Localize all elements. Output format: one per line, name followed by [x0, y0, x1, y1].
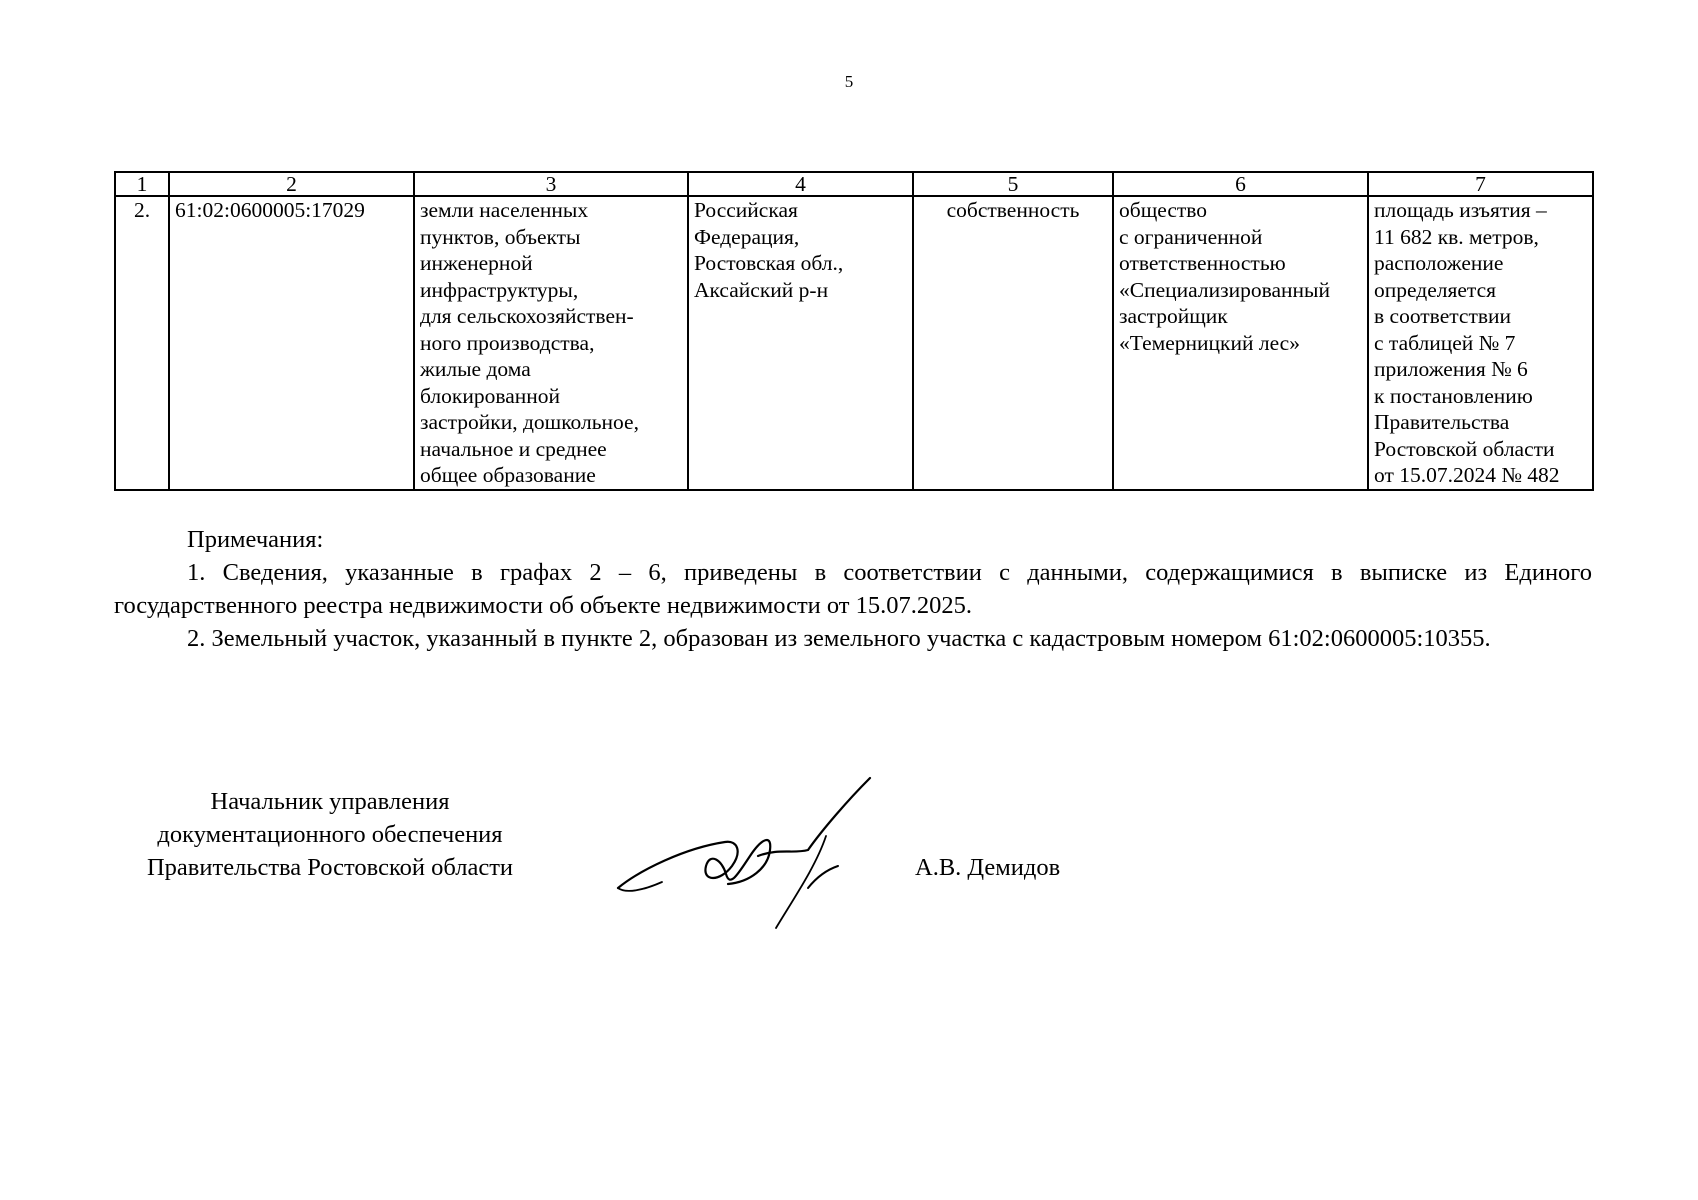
land-use-line: пунктов, объекты — [420, 224, 581, 249]
location-line: Российская — [694, 198, 798, 222]
land-use-line: блокированной — [420, 383, 561, 408]
column-number: 2 — [169, 172, 414, 196]
row-index: 2. — [115, 196, 169, 490]
position-line: Начальник управления — [210, 788, 450, 815]
handwritten-signature — [610, 770, 910, 930]
cadastral-number: 61:02:0600005:17029 — [169, 196, 414, 490]
location-line: Ростовская обл., — [694, 251, 844, 275]
note-item: 2. Земельный участок, указанный в пункте 2, образован из земельного участка с кадастровым номером 61:02:0600005:10355. — [187, 625, 1491, 652]
land-use-line: земли населенных — [420, 198, 589, 222]
column-number: 1 — [115, 172, 169, 196]
note-line: к постановлению — [1374, 383, 1533, 408]
page-number: 5 — [844, 72, 854, 91]
owner-line: застройщик — [1119, 304, 1228, 328]
column-number: 4 — [688, 172, 913, 196]
owner-line: общество — [1119, 198, 1208, 222]
note-line: Правительства — [1374, 410, 1510, 434]
right-type: собственность — [913, 196, 1113, 490]
owner-line: «Темерницкий лес» — [1119, 330, 1300, 355]
note-line: от 15.07.2024 № 482 — [1374, 463, 1560, 487]
note-line: с таблицей № 7 — [1374, 330, 1516, 355]
land-use-line: для сельскохозяйствен- — [420, 304, 634, 328]
position-line: Правительства Ростовской области — [146, 854, 514, 881]
land-use-line: общее образование — [420, 463, 596, 487]
owner-cell — [1113, 196, 1368, 490]
signatory-position — [110, 785, 550, 884]
note-line: приложения № 6 — [1374, 357, 1528, 381]
note-line: в соответствии — [1374, 304, 1512, 328]
note-line: определяется — [1374, 277, 1496, 302]
owner-line: ответственностью — [1119, 251, 1286, 275]
note-item: 1. Сведения, указанные в графах 2 – 6, приведены в соответствии с данными, содержащимися в выписке из Единого государственного реестра недвижимости об объекте недвижимости от 15.07.2025. — [114, 559, 1592, 619]
note-line: Ростовской области — [1374, 436, 1555, 461]
table-row — [115, 196, 1593, 490]
land-plot-table — [114, 171, 1594, 491]
column-number: 6 — [1113, 172, 1368, 196]
land-use-line: жилые дома — [420, 357, 531, 381]
notes-heading: Примечания: — [187, 526, 324, 553]
note-line: 11 682 кв. метров, — [1374, 224, 1539, 249]
land-use-line: ного производства, — [420, 330, 595, 355]
column-number-row — [115, 172, 1593, 196]
notes-section — [114, 523, 1592, 655]
land-use-line: начальное и среднее — [420, 436, 607, 461]
note-line: площадь изъятия – — [1374, 198, 1547, 222]
note-line: расположение — [1374, 251, 1504, 275]
land-use-cell — [414, 196, 688, 490]
location-line: Федерация, — [694, 224, 800, 249]
position-line: документационного обеспечения — [157, 821, 503, 848]
column-number: 5 — [913, 172, 1113, 196]
owner-line: «Специализированный — [1119, 277, 1330, 302]
land-use-line: застройки, дошкольное, — [420, 410, 639, 434]
land-use-line: инфраструктуры, — [420, 277, 579, 302]
owner-line: с ограниченной — [1119, 224, 1263, 249]
signer-name: А.В. Демидов — [915, 854, 1061, 881]
location-cell — [688, 196, 913, 490]
column-number: 7 — [1368, 172, 1593, 196]
location-line: Аксайский р-н — [694, 277, 829, 302]
note-cell — [1368, 196, 1593, 490]
column-number: 3 — [414, 172, 688, 196]
land-use-line: инженерной — [420, 251, 533, 275]
